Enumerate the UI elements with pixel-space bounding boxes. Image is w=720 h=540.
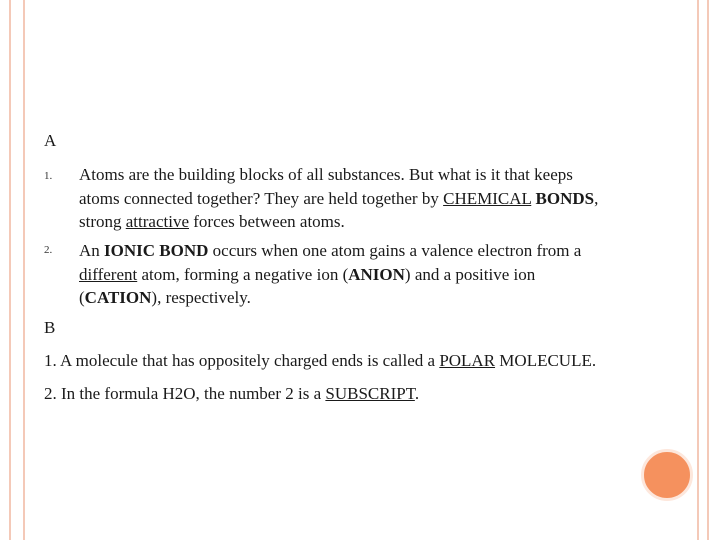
underlined-term-subscript: SUBSCRIPT — [325, 384, 415, 403]
text-fragment: forces between atoms. — [189, 212, 345, 231]
text-fragment: MOLECULE. — [495, 351, 597, 370]
text-fragment: atom, forming a negative ion ( — [137, 264, 349, 284]
item-1-line-1: Atoms are the building blocks of all substances. But what is it that keeps — [79, 165, 573, 184]
bold-term-ionic-bond: IONIC BOND — [104, 241, 209, 260]
text-fragment: , — [594, 188, 599, 208]
section-b-line-1 — [44, 351, 596, 371]
item-1-number: 1. — [44, 170, 53, 182]
underlined-term-chemical: CHEMICAL — [443, 188, 532, 208]
item-1-line-2 — [79, 187, 697, 211]
item-2-number: 2. — [44, 244, 53, 256]
item-1-text — [79, 163, 697, 234]
section-b-line-2 — [44, 384, 419, 404]
text-fragment: 1. A molecule that has oppositely charged ends is called a — [44, 351, 440, 370]
text-fragment: ), respectively. — [151, 288, 251, 307]
item-2-line-3 — [79, 286, 697, 310]
underlined-term-polar: POLAR — [439, 351, 496, 370]
text-fragment: ( — [79, 288, 85, 307]
text-fragment: ) and a positive ion — [404, 264, 536, 284]
text-fragment: An — [79, 241, 105, 260]
section-a-label: A — [44, 131, 57, 150]
item-2-line-1 — [79, 239, 697, 263]
text-fragment: atoms connected together? They are held together by — [79, 188, 444, 208]
item-1-line-3 — [79, 210, 697, 234]
bold-term-anion: ANION — [348, 264, 405, 284]
bold-term-bonds: BONDS — [535, 188, 595, 208]
text-fragment: strong — [79, 212, 126, 231]
item-2-line-2 — [79, 263, 697, 287]
underlined-term-different: different — [79, 264, 138, 284]
underlined-term-attractive: attractive — [125, 212, 189, 231]
text-fragment: 2. In the formula H2O, the number 2 is a — [44, 384, 326, 403]
section-b-label: B — [44, 318, 56, 337]
bold-term-cation: CATION — [84, 288, 152, 307]
text-fragment: . — [414, 384, 420, 403]
text-fragment: occurs when one atom gains a valence electron from a — [208, 241, 582, 260]
item-2-text — [79, 239, 697, 310]
